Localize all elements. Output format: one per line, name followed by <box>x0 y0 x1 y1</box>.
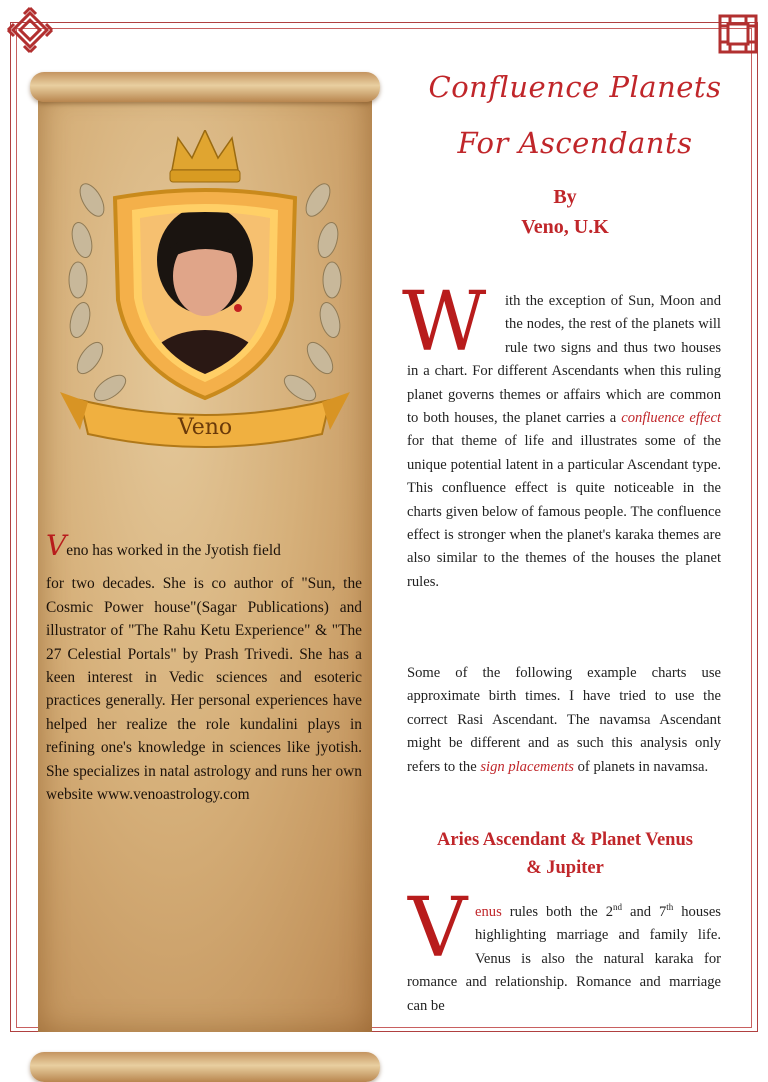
byline-author: Veno, U.K <box>521 216 609 238</box>
note-paragraph <box>407 662 721 779</box>
dropcap-spacer <box>407 290 505 356</box>
venus-sup2: th <box>666 902 674 913</box>
section-heading-line1: Aries Ascendant & Planet Venus <box>437 830 693 850</box>
author-emblem <box>60 130 350 460</box>
dropcap-spacer <box>407 901 475 965</box>
venus-text3: houses highlighting marriage and family life. Venus is also the natural karaka for romance and relationship. Romance and marriage can be <box>407 904 721 1014</box>
note-text-part2: of planets in navamsa. <box>573 758 709 775</box>
venus-paragraph <box>407 901 721 1018</box>
bio-dropcap: V <box>46 529 67 562</box>
venus-word: enus <box>475 904 502 920</box>
bio-website-link[interactable]: www.venoastrology.com <box>96 786 250 804</box>
bio-first-line-text: eno has worked in the Jyotish field <box>66 542 281 559</box>
section-heading-line2: & Jupiter <box>526 858 604 878</box>
intro-highlight: confluence effect <box>621 410 722 427</box>
bio-body-text: for two decades. She is co author of "Sun, the Cosmic Power house"(Sagar Publications) and illustrator of "The Rahu Ketu Experience" & "The 27 Celestial Portals" by Prash Trivedi. She has a keen interest in Vedic sciences and esoteric practices generally. Her personal experiences have helped her realize the role kundalini plays in refining one's knowledge in sciences like jyotish. She specializes in natal astrology and runs her own website <box>46 575 362 804</box>
intro-text-part1: ith the exception of Sun, Moon and the nodes, the rest of the planets will rule two signs and thus two houses in a chart. For different Ascendants when this ruling planet governs themes or affairs which are common to both houses, the planet carries a <box>407 293 721 427</box>
note-text-part1: Some of the following example charts use approximate birth times. I have tried to use the correct Rasi Ascendant. The navamsa Ascendant might be different and as such this analysis only refers to the <box>407 665 721 775</box>
bio-first-line <box>46 529 362 562</box>
author-bio <box>46 529 362 806</box>
venus-sup1: nd <box>613 902 623 913</box>
ribbon-name-text: Veno <box>177 415 233 440</box>
intro-paragraph <box>407 290 721 594</box>
intro-text-part2: for that theme of life and illustrates some of the unique potential latent in a particular Ascendant type. This confluence effect is quite noticeable in the charts given below of famous people. The confluence effect is stronger when the planet's karaka themes are also similar to the themes of the houses the planet rules. <box>407 433 721 590</box>
article-title-line1: Confluence Planets <box>428 70 722 104</box>
crown-icon <box>170 130 240 182</box>
article-title-line2: For Ascendants <box>457 126 693 160</box>
note-italic: sign placements <box>480 758 574 775</box>
scroll-top-roll <box>30 72 380 102</box>
byline-by: By <box>553 186 577 208</box>
venus-text1: rules both the 2 <box>501 904 614 920</box>
endless-knot-icon <box>4 4 56 56</box>
venus-text2: and 7 <box>622 904 667 920</box>
scroll-bottom-roll <box>30 1052 380 1082</box>
intro-dropcap: W <box>402 275 487 370</box>
venus-dropcap: V <box>408 881 468 976</box>
endless-knot-icon <box>712 8 764 60</box>
